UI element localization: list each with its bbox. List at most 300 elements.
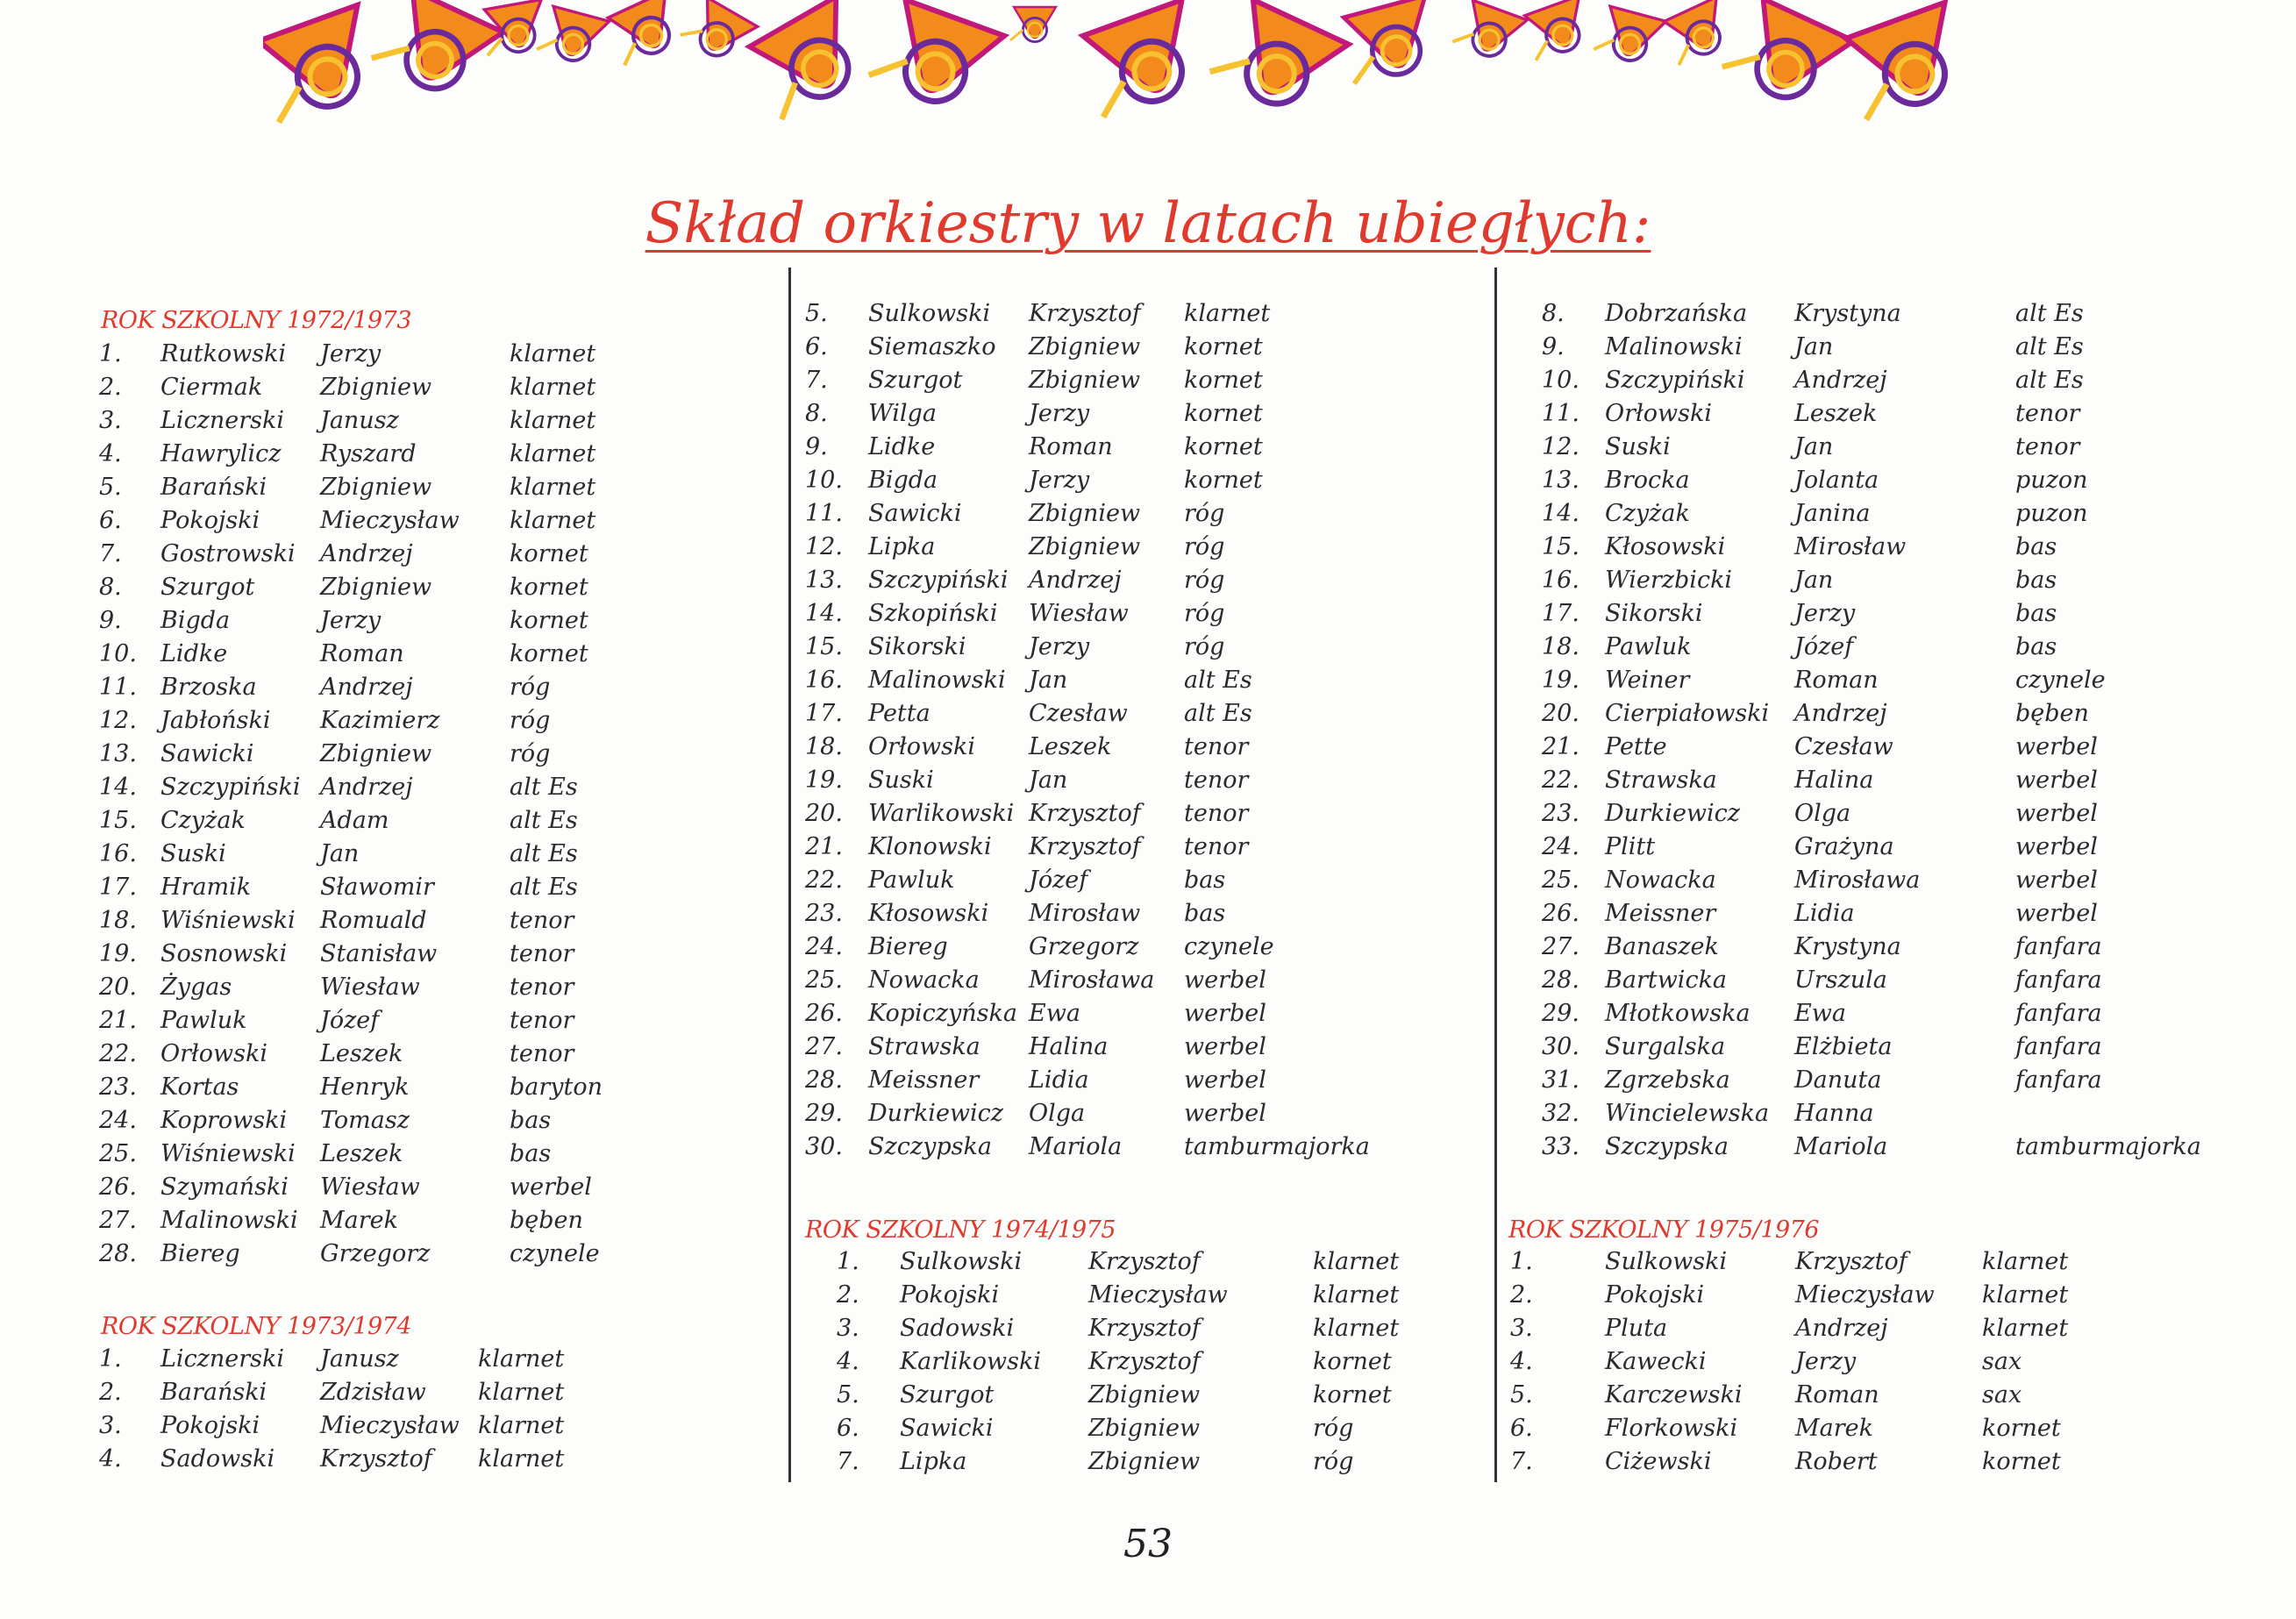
member-first-name: Zbigniew: [1088, 1381, 1201, 1409]
member-surname: Pawluk: [160, 1007, 247, 1034]
member-instrument: tenor: [1184, 833, 1249, 860]
member-instrument: tenor: [510, 974, 574, 1001]
member-number: 3.: [837, 1315, 859, 1342]
member-instrument: tenor: [510, 940, 574, 967]
member-first-name: Andrzej: [320, 540, 413, 567]
member-number: 13.: [1542, 467, 1579, 494]
member-instrument: róg: [1313, 1415, 1354, 1442]
member-surname: Biereg: [868, 933, 948, 960]
member-first-name: Sławomir: [320, 874, 434, 901]
member-number: 17.: [99, 874, 137, 901]
member-first-name: Mirosław: [1029, 900, 1141, 927]
member-number: 20.: [805, 800, 843, 827]
member-first-name: Ewa: [1794, 1000, 1846, 1027]
member-surname: Barański: [160, 474, 267, 501]
french-horn-icon: [1659, 0, 1736, 67]
member-instrument: klarnet: [510, 407, 596, 434]
member-surname: Szczypska: [868, 1133, 992, 1160]
member-instrument: klarnet: [478, 1379, 565, 1406]
member-first-name: Józef: [1029, 867, 1088, 894]
member-number: 11.: [1542, 400, 1579, 427]
member-number: 1.: [99, 340, 122, 367]
member-number: 10.: [1542, 367, 1579, 394]
member-first-name: Jerzy: [1794, 600, 1856, 627]
member-first-name: Mariola: [1794, 1133, 1888, 1160]
french-horn-icon: [1337, 0, 1444, 86]
member-instrument: werbel: [2015, 800, 2098, 827]
member-number: 26.: [99, 1173, 137, 1201]
member-instrument: alt Es: [2015, 367, 2084, 394]
member-surname: Petta: [868, 700, 931, 727]
member-instrument: kornet: [1313, 1348, 1392, 1375]
member-instrument: tenor: [1184, 767, 1249, 794]
member-instrument: alt Es: [510, 840, 578, 867]
member-number: 18.: [805, 733, 843, 760]
member-number: 12.: [99, 707, 137, 734]
member-first-name: Mieczysław: [320, 507, 460, 534]
member-number: 26.: [1542, 900, 1579, 927]
member-instrument: róg: [1184, 533, 1225, 560]
member-surname: Sawicki: [160, 740, 254, 767]
member-surname: Wilga: [868, 400, 937, 427]
french-horn-icon: [1721, 0, 1854, 116]
member-first-name: Krystyna: [1794, 933, 1901, 960]
member-first-name: Andrzej: [320, 774, 413, 801]
member-number: 3.: [1510, 1315, 1533, 1342]
member-surname: Czyżak: [1605, 500, 1690, 527]
member-number: 21.: [805, 833, 843, 860]
member-first-name: Andrzej: [1029, 567, 1122, 594]
member-number: 1.: [837, 1248, 859, 1275]
member-first-name: Stanisław: [320, 940, 438, 967]
member-number: 29.: [805, 1100, 843, 1127]
member-surname: Strawska: [868, 1033, 980, 1060]
member-surname: Meissner: [1605, 900, 1716, 927]
member-surname: Plitt: [1605, 833, 1656, 860]
member-number: 13.: [99, 740, 137, 767]
member-surname: Szurgot: [900, 1381, 995, 1409]
member-instrument: róg: [510, 707, 551, 734]
member-first-name: Janusz: [320, 1345, 399, 1373]
member-instrument: bęben: [510, 1207, 583, 1234]
member-instrument: tenor: [2015, 400, 2080, 427]
french-horn-icon: [742, 0, 877, 122]
member-instrument: tenor: [1184, 800, 1249, 827]
member-first-name: Krzysztof: [320, 1445, 432, 1473]
member-instrument: bas: [2015, 600, 2057, 627]
member-number: 1.: [1510, 1248, 1533, 1275]
member-surname: Sulkowski: [868, 300, 991, 327]
member-surname: Sulkowski: [900, 1248, 1023, 1275]
member-surname: Pluta: [1605, 1315, 1668, 1342]
member-instrument: puzon: [2015, 500, 2088, 527]
member-surname: Sadowski: [900, 1315, 1015, 1342]
french-horn-icon: [1074, 0, 1211, 120]
member-number: 17.: [805, 700, 843, 727]
member-surname: Barański: [160, 1379, 267, 1406]
member-surname: Młotkowska: [1605, 1000, 1751, 1027]
member-number: 5.: [837, 1381, 859, 1409]
member-instrument: alt Es: [1184, 667, 1252, 694]
member-surname: Szurgot: [160, 574, 255, 601]
member-number: 23.: [99, 1073, 137, 1101]
member-surname: Banaszek: [1605, 933, 1719, 960]
member-surname: Suski: [160, 840, 226, 867]
member-number: 30.: [805, 1133, 843, 1160]
member-number: 2.: [99, 1379, 122, 1406]
member-surname: Surgalska: [1605, 1033, 1726, 1060]
member-number: 7.: [1510, 1448, 1533, 1475]
member-first-name: Jerzy: [1795, 1348, 1857, 1375]
member-surname: Kłosowski: [1605, 533, 1726, 560]
section-heading-1974: ROK SZKOLNY 1974/1975: [805, 1216, 1116, 1244]
member-instrument: klarnet: [510, 440, 596, 467]
member-instrument: fanfara: [2015, 966, 2102, 994]
member-first-name: Krzysztof: [1029, 300, 1141, 327]
member-surname: Malinowski: [868, 667, 1006, 694]
member-surname: Dobrzańska: [1605, 300, 1748, 327]
member-number: 5.: [805, 300, 828, 327]
member-number: 15.: [1542, 533, 1579, 560]
member-number: 14.: [1542, 500, 1579, 527]
member-number: 28.: [99, 1240, 137, 1267]
member-instrument: werbel: [510, 1173, 592, 1201]
member-first-name: Zbigniew: [1029, 500, 1141, 527]
member-first-name: Wiesław: [320, 1173, 420, 1201]
member-first-name: Mieczysław: [320, 1412, 460, 1439]
member-first-name: Mirosław: [1794, 533, 1907, 560]
member-surname: Klonowski: [868, 833, 992, 860]
member-instrument: tamburmajorka: [2015, 1133, 2201, 1160]
member-instrument: tenor: [510, 1040, 574, 1067]
french-horn-icon: [867, 0, 1004, 118]
member-number: 16.: [805, 667, 843, 694]
member-surname: Szczypska: [1605, 1133, 1729, 1160]
member-surname: Nowacka: [868, 966, 980, 994]
member-number: 13.: [805, 567, 843, 594]
member-first-name: Olga: [1794, 800, 1851, 827]
member-first-name: Lidia: [1794, 900, 1855, 927]
column-divider-right: [1494, 267, 1497, 1482]
member-first-name: Jan: [1794, 433, 1834, 460]
member-number: 12.: [1542, 433, 1579, 460]
member-surname: Koprowski: [160, 1107, 288, 1134]
member-number: 23.: [805, 900, 843, 927]
member-surname: Sikorski: [868, 633, 966, 660]
french-horn-icon: [1594, 5, 1666, 68]
member-surname: Durkiewicz: [1605, 800, 1741, 827]
member-instrument: fanfara: [2015, 1000, 2102, 1027]
member-instrument: czynele: [510, 1240, 600, 1267]
member-instrument: klarnet: [1982, 1281, 2069, 1309]
member-instrument: kornet: [510, 640, 588, 667]
member-instrument: róg: [510, 674, 551, 701]
french-horn-icon: [1010, 7, 1056, 42]
member-number: 3.: [99, 407, 122, 434]
member-surname: Kłosowski: [868, 900, 989, 927]
member-surname: Sawicki: [900, 1415, 994, 1442]
member-instrument: czynele: [2015, 667, 2106, 694]
member-number: 28.: [1542, 966, 1579, 994]
member-number: 26.: [805, 1000, 843, 1027]
member-first-name: Jerzy: [1029, 400, 1090, 427]
member-instrument: róg: [1184, 633, 1225, 660]
member-first-name: Andrzej: [1794, 367, 1887, 394]
member-first-name: Halina: [1794, 767, 1874, 794]
member-instrument: kornet: [510, 540, 588, 567]
member-first-name: Jerzy: [1029, 633, 1090, 660]
member-instrument: alt Es: [1184, 700, 1252, 727]
member-surname: Strawska: [1605, 767, 1717, 794]
member-instrument: werbel: [2015, 833, 2098, 860]
member-first-name: Mieczysław: [1088, 1281, 1228, 1309]
member-number: 11.: [99, 674, 137, 701]
member-surname: Pokojski: [160, 507, 260, 534]
member-instrument: kornet: [1184, 367, 1263, 394]
member-first-name: Leszek: [1029, 733, 1112, 760]
member-number: 19.: [1542, 667, 1579, 694]
section-heading-1975: ROK SZKOLNY 1975/1976: [1508, 1216, 1820, 1244]
member-surname: Szurgot: [868, 367, 963, 394]
member-number: 3.: [99, 1412, 122, 1439]
member-first-name: Marek: [1795, 1415, 1873, 1442]
french-horn-icon: [603, 0, 688, 68]
member-surname: Durkiewicz: [868, 1100, 1004, 1127]
member-instrument: klarnet: [510, 340, 596, 367]
member-number: 9.: [1542, 333, 1565, 360]
member-first-name: Danuta: [1794, 1066, 1882, 1094]
member-instrument: bas: [2015, 533, 2057, 560]
member-first-name: Leszek: [320, 1140, 403, 1167]
member-first-name: Zbigniew: [1088, 1448, 1201, 1475]
member-first-name: Leszek: [320, 1040, 403, 1067]
member-instrument: werbel: [2015, 733, 2098, 760]
member-instrument: klarnet: [478, 1345, 565, 1373]
member-first-name: Tomasz: [320, 1107, 410, 1134]
member-instrument: bas: [2015, 567, 2057, 594]
member-first-name: Janusz: [320, 407, 399, 434]
member-instrument: werbel: [1184, 1100, 1266, 1127]
member-number: 2.: [99, 374, 122, 401]
member-number: 29.: [1542, 1000, 1579, 1027]
member-surname: Weiner: [1605, 667, 1690, 694]
member-surname: Siemaszko: [868, 333, 996, 360]
member-surname: Lidke: [868, 433, 936, 460]
member-surname: Czyżak: [160, 807, 246, 834]
member-first-name: Jan: [1029, 667, 1068, 694]
member-surname: Orłowski: [868, 733, 976, 760]
member-surname: Licznerski: [160, 1345, 285, 1373]
member-instrument: tamburmajorka: [1184, 1133, 1370, 1160]
french-horn-icon: [1209, 0, 1349, 123]
member-first-name: Andrzej: [1794, 700, 1887, 727]
member-surname: Rutkowski: [160, 340, 287, 367]
member-surname: Florkowski: [1605, 1415, 1738, 1442]
member-number: 7.: [805, 367, 828, 394]
member-first-name: Andrzej: [320, 674, 413, 701]
member-number: 2.: [837, 1281, 859, 1309]
member-instrument: bas: [1184, 900, 1226, 927]
member-surname: Pokojski: [900, 1281, 1000, 1309]
member-number: 22.: [1542, 767, 1579, 794]
member-first-name: Kazimierz: [320, 707, 440, 734]
member-first-name: Elżbieta: [1794, 1033, 1893, 1060]
member-first-name: Jan: [1794, 333, 1834, 360]
member-number: 4.: [1510, 1348, 1533, 1375]
member-first-name: Roman: [1029, 433, 1113, 460]
member-number: 2.: [1510, 1281, 1533, 1309]
member-first-name: Jerzy: [320, 340, 381, 367]
member-number: 8.: [99, 574, 122, 601]
member-instrument: sax: [1982, 1381, 2022, 1409]
member-surname: Bartwicka: [1605, 966, 1728, 994]
member-first-name: Wiesław: [320, 974, 420, 1001]
member-instrument: klarnet: [1313, 1281, 1400, 1309]
member-first-name: Krzysztof: [1088, 1348, 1201, 1375]
member-surname: Orłowski: [1605, 400, 1713, 427]
member-number: 8.: [1542, 300, 1565, 327]
member-surname: Suski: [868, 767, 934, 794]
member-first-name: Ewa: [1029, 1000, 1080, 1027]
member-surname: Licznerski: [160, 407, 285, 434]
member-number: 5.: [99, 474, 122, 501]
member-instrument: klarnet: [478, 1412, 565, 1439]
member-first-name: Jerzy: [320, 607, 381, 634]
french-horn-icon: [1837, 3, 1974, 123]
member-surname: Brzoska: [160, 674, 257, 701]
member-instrument: klarnet: [1184, 300, 1271, 327]
member-first-name: Jan: [320, 840, 360, 867]
member-first-name: Zbigniew: [320, 374, 432, 401]
member-first-name: Robert: [1795, 1448, 1878, 1475]
member-number: 7.: [837, 1448, 859, 1475]
member-instrument: klarnet: [478, 1445, 565, 1473]
member-surname: Pokojski: [1605, 1281, 1705, 1309]
member-surname: Orłowski: [160, 1040, 268, 1067]
french-horn-icon: [680, 0, 758, 68]
member-number: 18.: [1542, 633, 1579, 660]
member-first-name: Czesław: [1794, 733, 1893, 760]
member-number: 16.: [99, 840, 137, 867]
member-surname: Malinowski: [1605, 333, 1743, 360]
member-first-name: Roman: [320, 640, 404, 667]
member-surname: Szkopiński: [868, 600, 998, 627]
member-first-name: Mirosława: [1794, 867, 1921, 894]
member-number: 7.: [99, 540, 122, 567]
member-surname: Sulkowski: [1605, 1248, 1728, 1275]
member-first-name: Halina: [1029, 1033, 1109, 1060]
member-first-name: Jolanta: [1794, 467, 1879, 494]
member-instrument: kornet: [510, 574, 588, 601]
member-surname: Pette: [1605, 733, 1667, 760]
member-instrument: kornet: [1982, 1415, 2061, 1442]
member-instrument: bas: [2015, 633, 2057, 660]
member-first-name: Krzysztof: [1088, 1315, 1201, 1342]
member-first-name: Mariola: [1029, 1133, 1123, 1160]
member-number: 28.: [805, 1066, 843, 1094]
member-number: 20.: [1542, 700, 1579, 727]
member-first-name: Zbigniew: [1029, 533, 1141, 560]
member-first-name: Krzysztof: [1795, 1248, 1907, 1275]
member-number: 27.: [99, 1207, 137, 1234]
member-instrument: kornet: [1313, 1381, 1392, 1409]
member-instrument: klarnet: [510, 374, 596, 401]
page-title: Skład orkiestry w latach ubiegłych:: [645, 191, 1651, 256]
member-number: 19.: [99, 940, 137, 967]
french-horn-icon: [1452, 0, 1528, 65]
member-first-name: Hanna: [1794, 1100, 1874, 1127]
member-number: 4.: [99, 440, 122, 467]
member-surname: Żygas: [160, 974, 232, 1001]
member-number: 5.: [1510, 1381, 1533, 1409]
member-instrument: baryton: [510, 1073, 603, 1101]
member-instrument: alt Es: [510, 774, 578, 801]
page-number: 53: [1123, 1522, 1173, 1566]
member-first-name: Grażyna: [1794, 833, 1894, 860]
member-surname: Ciżewski: [1605, 1448, 1712, 1475]
member-surname: Pawluk: [868, 867, 955, 894]
member-first-name: Lidia: [1029, 1066, 1089, 1094]
member-surname: Suski: [1605, 433, 1671, 460]
member-number: 22.: [805, 867, 843, 894]
member-number: 32.: [1542, 1100, 1579, 1127]
member-first-name: Zbigniew: [1029, 367, 1141, 394]
member-instrument: werbel: [1184, 1066, 1266, 1094]
member-first-name: Jerzy: [1029, 467, 1090, 494]
member-surname: Malinowski: [160, 1207, 298, 1234]
member-surname: Warlikowski: [868, 800, 1015, 827]
member-first-name: Marek: [320, 1207, 398, 1234]
member-surname: Sikorski: [1605, 600, 1703, 627]
member-number: 15.: [805, 633, 843, 660]
french-horn-icon: [537, 5, 610, 68]
member-surname: Hawrylicz: [160, 440, 282, 467]
member-first-name: Zbigniew: [1029, 333, 1141, 360]
member-first-name: Józef: [320, 1007, 380, 1034]
member-surname: Szczypiński: [1605, 367, 1745, 394]
member-surname: Pawluk: [1605, 633, 1692, 660]
member-instrument: klarnet: [1313, 1315, 1400, 1342]
member-first-name: Krzysztof: [1029, 833, 1141, 860]
member-instrument: klarnet: [1313, 1248, 1400, 1275]
member-instrument: czynele: [1184, 933, 1274, 960]
member-number: 25.: [1542, 867, 1579, 894]
member-instrument: kornet: [1184, 333, 1263, 360]
member-number: 4.: [99, 1445, 122, 1473]
member-number: 6.: [1510, 1415, 1533, 1442]
member-first-name: Henryk: [320, 1073, 410, 1101]
member-first-name: Adam: [320, 807, 389, 834]
member-surname: Wierzbicki: [1605, 567, 1733, 594]
member-instrument: bas: [510, 1140, 552, 1167]
french-horn-icon: [370, 0, 503, 107]
member-number: 25.: [805, 966, 843, 994]
member-instrument: werbel: [1184, 1033, 1266, 1060]
member-first-name: Krystyna: [1794, 300, 1901, 327]
member-instrument: klarnet: [1982, 1248, 2069, 1275]
member-number: 14.: [99, 774, 137, 801]
member-first-name: Roman: [1795, 1381, 1879, 1409]
member-number: 33.: [1542, 1133, 1579, 1160]
member-first-name: Jan: [1029, 767, 1068, 794]
member-number: 16.: [1542, 567, 1579, 594]
member-surname: Wiśniewski: [160, 1140, 296, 1167]
member-surname: Wincielewska: [1605, 1100, 1770, 1127]
member-instrument: fanfara: [2015, 1033, 2102, 1060]
member-instrument: werbel: [2015, 867, 2098, 894]
member-instrument: róg: [1184, 567, 1225, 594]
member-number: 6.: [805, 333, 828, 360]
